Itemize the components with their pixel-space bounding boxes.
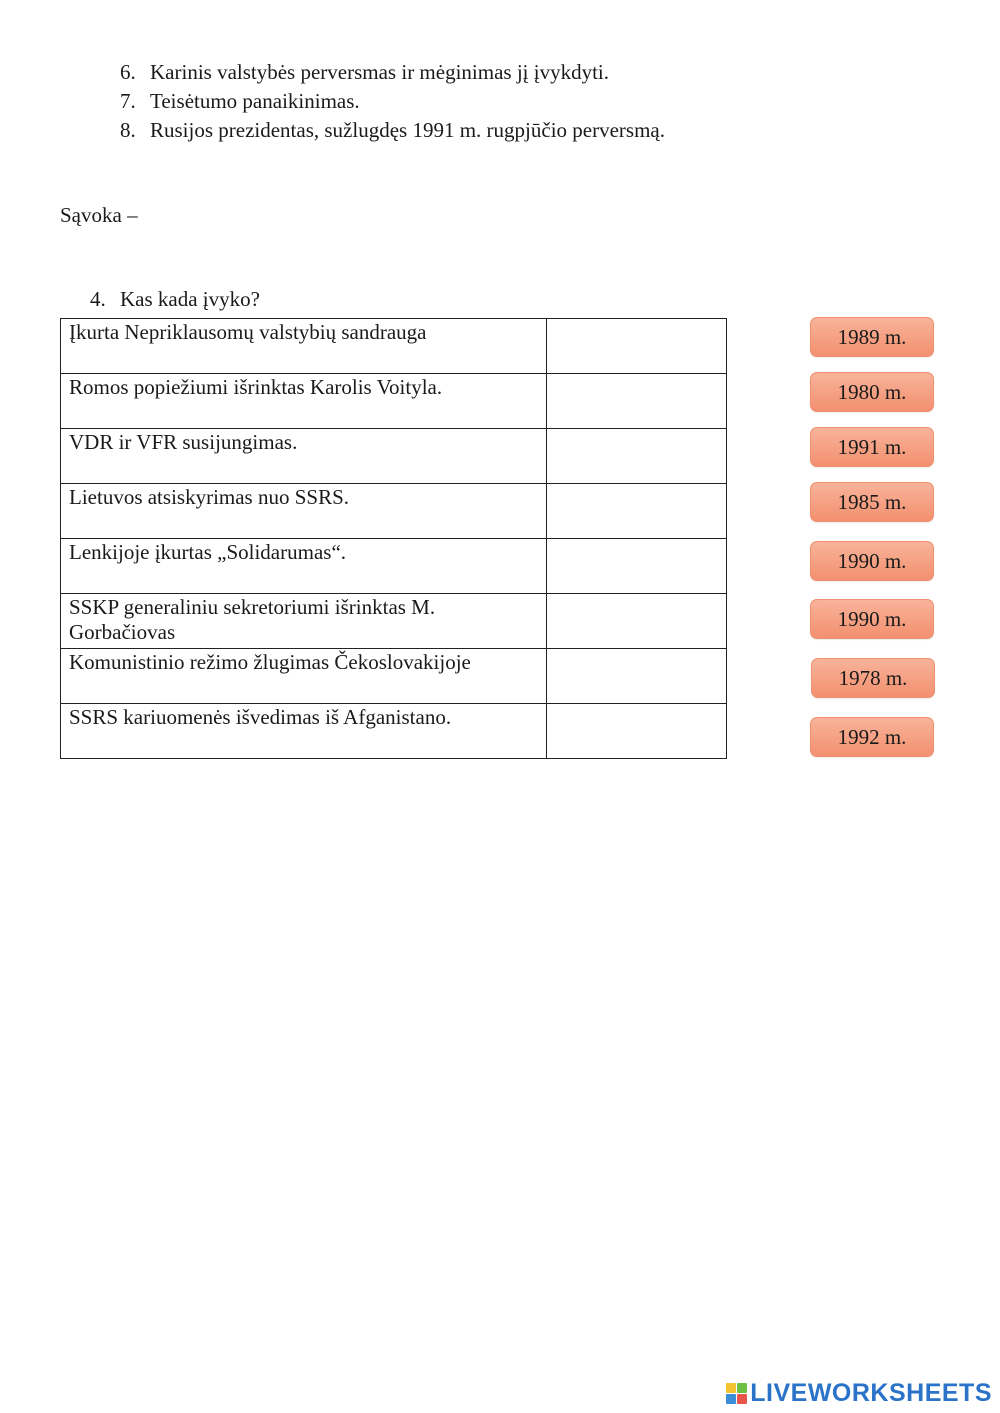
- date-drop-zone[interactable]: [547, 429, 726, 482]
- logo-square: [737, 1394, 747, 1404]
- logo-square: [737, 1383, 747, 1393]
- date-chip-1978[interactable]: 1978 m.: [811, 658, 935, 698]
- answer-cell: [547, 374, 727, 429]
- date-drop-zone[interactable]: [547, 539, 726, 592]
- answer-cell: [547, 704, 727, 759]
- list-item-text: Rusijos prezidentas, sužlugdęs 1991 m. rugpjūčio perversmą.: [150, 118, 665, 142]
- list-item: [120, 116, 665, 145]
- list-item-text: Teisėtumo panaikinimas.: [150, 89, 360, 113]
- date-drop-zone[interactable]: [547, 374, 726, 427]
- date-chip-1992[interactable]: 1992 m.: [810, 717, 934, 757]
- list-item-text: Karinis valstybės perversmas ir mėginimas jį įvykdyti.: [150, 60, 610, 84]
- table-row: [61, 594, 727, 649]
- logo-square: [726, 1394, 736, 1404]
- event-cell: Komunistinio režimo žlugimas Čekoslovakijoje: [61, 649, 547, 704]
- date-drop-zone[interactable]: [547, 319, 726, 372]
- list-item: [120, 58, 665, 87]
- event-cell: Įkurta Nepriklausomų valstybių sandrauga: [61, 319, 547, 374]
- date-chip-1989[interactable]: 1989 m.: [810, 317, 934, 357]
- list-item: [120, 87, 665, 116]
- date-drop-zone[interactable]: [547, 649, 726, 702]
- date-chip-1985[interactable]: 1985 m.: [810, 482, 934, 522]
- question-title: [90, 287, 260, 312]
- event-cell: VDR ir VFR susijungimas.: [61, 429, 547, 484]
- answer-cell: [547, 484, 727, 539]
- date-drop-zone[interactable]: [547, 594, 726, 647]
- event-cell: Lietuvos atsiskyrimas nuo SSRS.: [61, 484, 547, 539]
- date-chip-1980[interactable]: 1980 m.: [810, 372, 934, 412]
- brand-name: LIVEWORKSHEETS: [750, 1379, 992, 1407]
- answer-cell: [547, 319, 727, 374]
- date-chip-1991[interactable]: 1991 m.: [810, 427, 934, 467]
- list-item-number: 7.: [120, 89, 136, 113]
- date-chip-1990-a[interactable]: 1990 m.: [810, 541, 934, 581]
- logo-square: [726, 1383, 736, 1393]
- event-cell: Romos popiežiumi išrinktas Karolis Voityla.: [61, 374, 547, 429]
- concept-label: Sąvoka –: [60, 203, 138, 227]
- table-row: [61, 429, 727, 484]
- date-drop-zone[interactable]: [547, 704, 726, 757]
- table-row: [61, 649, 727, 704]
- list-item-number: 8.: [120, 118, 136, 142]
- table-row: [61, 704, 727, 759]
- list-item-number: 6.: [120, 60, 136, 84]
- event-cell: SSRS kariuomenės išvedimas iš Afganistano.: [61, 704, 547, 759]
- question-number: 4.: [90, 287, 106, 311]
- answer-cell: [547, 539, 727, 594]
- liveworksheets-brand: [726, 1379, 992, 1408]
- event-cell: SSKP generaliniu sekretoriumi išrinktas M. Gorbačiovas: [61, 594, 547, 649]
- answer-cell: [547, 429, 727, 484]
- table-row: [61, 319, 727, 374]
- answer-cell: [547, 649, 727, 704]
- date-drop-zone[interactable]: [547, 484, 726, 537]
- table-row: [61, 374, 727, 429]
- table-row: [61, 539, 727, 594]
- definitions-list: [120, 58, 665, 145]
- table-row: [61, 484, 727, 539]
- answer-cell: [547, 594, 727, 649]
- date-chip-1990-b[interactable]: 1990 m.: [810, 599, 934, 639]
- question-text: Kas kada įvyko?: [120, 287, 260, 311]
- liveworksheets-logo-icon: [726, 1383, 747, 1404]
- events-table: [60, 318, 727, 759]
- event-cell: Lenkijoje įkurtas „Solidarumas“.: [61, 539, 547, 594]
